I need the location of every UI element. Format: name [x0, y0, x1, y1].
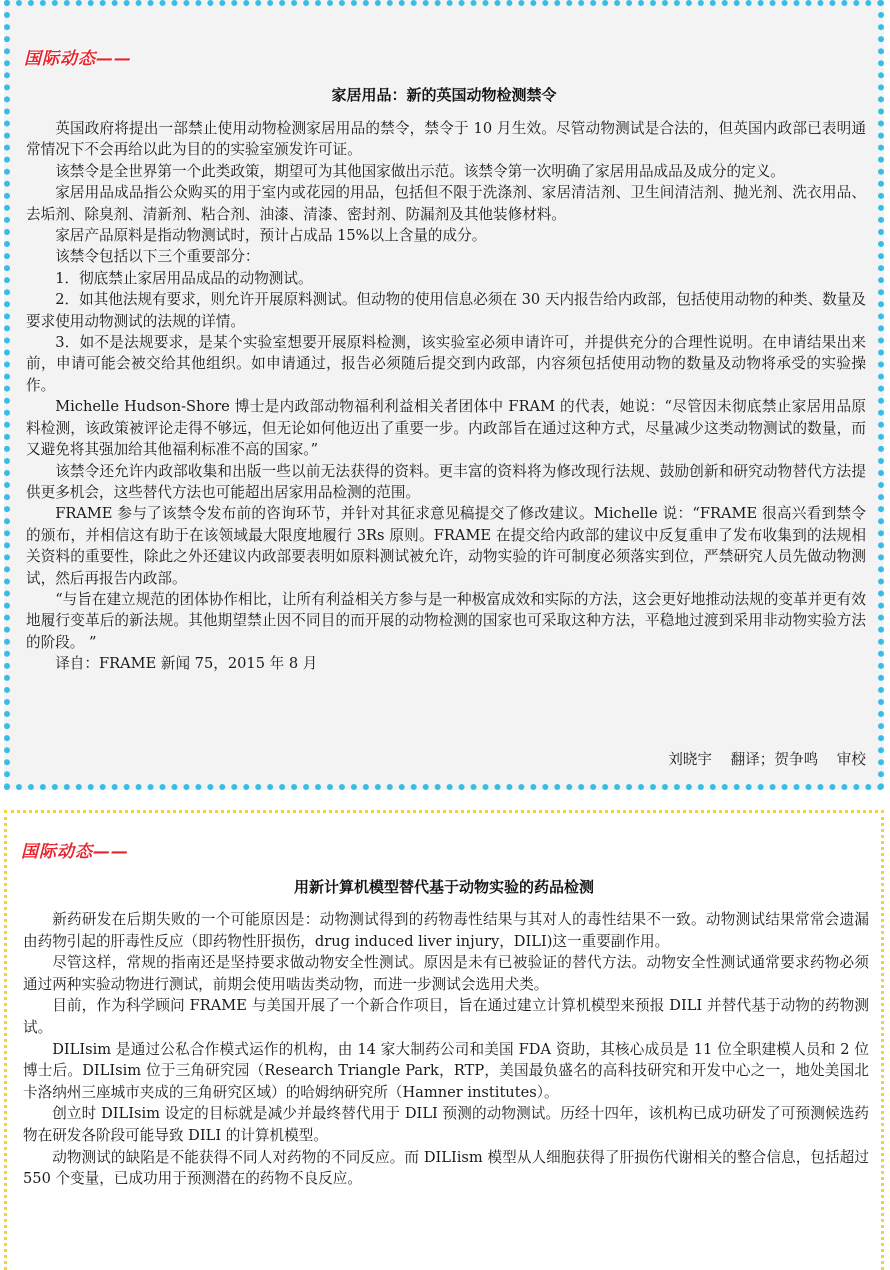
article-panel-dilisim: [4, 810, 884, 1270]
paragraph: 2．如其他法规有要求，则允许开展原料测试。但动物的使用信息必须在 30 天内报告给内政部，包括使用动物的种类、数量及要求使用动物测试的法规的详情。: [26, 291, 866, 330]
paragraph: 新药研发在后期失败的一个可能原因是：动物测试得到的药物毒性结果与其对人的毒性结果不一致。动物测试结果常常会遗漏由药物引起的肝毒性反应（即药物性肝损伤，drug induced liver injury，DILI)这一重要副作用。: [23, 911, 869, 950]
article-body: [23, 909, 869, 1190]
article-panel-uk-ban: [4, 0, 884, 790]
article-body: [26, 118, 866, 675]
paragraph: Michelle Hudson-Shore 博士是内政部动物福利利益相关者团体中 FRAM 的代表，她说：“尽管因未彻底禁止家居用品原料检测，该政策被评论走得不够远，但无论如何他迈出了重要一步。内政部旨在通过这种方式，尽量减少这类动物测试的数量，而又避免将其强加给其他福利标准不高的国家。”: [26, 398, 866, 459]
paragraph: 1．彻底禁止家居用品成品的动物测试。: [55, 269, 313, 287]
paragraph: 该禁令还允许内政部收集和出版一些以前无法获得的资料。更丰富的资料将为修改现行法规、鼓励创新和研究动物替代方法提供更多机会，这些替代方法也可能超出居家用品检测的范围。: [26, 462, 866, 501]
paragraph: 英国政府将提出一部禁止使用动物检测家居用品的禁令，禁令于 10 月生效。尽管动物测试是合法的，但英国内政部已表明通常情况下不会再给以此为目的的实验室颁发许可证。: [26, 120, 866, 159]
section-tag: 国际动态——: [24, 49, 132, 69]
paragraph: DILIsim 是通过公私合作模式运作的机构，由 14 家大制药公司和美国 FDA 资助，其核心成员是 11 位全职建模人员和 2 位博士后。DILIsim 位于三角研究园（Research Triangle Park，RTP，美国最负盛名的高科技研究和开发中心之一，地处美国北卡洛纳州三座城市夹成的三角研究区域）的哈姆纳研究所（Hamner institutes）。: [23, 1040, 869, 1101]
translator-credit: 刘晓宇 翻译；贺争鸣 审校: [668, 751, 866, 768]
paragraph: 创立时 DILIsim 设定的目标就是减少并最终替代用于 DILI 预测的动物测试。历经十四年，该机构已成功研发了可预测候选药物在研发各阶段可能导致 DILI 的计算机模型。: [23, 1105, 869, 1144]
paragraph: 家居用品成品指公众购买的用于室内或花园的用品，包括但不限于洗涤剂、家居清洁剂、卫生间清洁剂、抛光剂、洗衣用品、去垢剂、除臭剂、清新剂、粘合剂、油漆、清漆、密封剂、防漏剂及其他装修材料。: [26, 184, 866, 223]
paragraph: 该禁令是全世界第一个此类政策，期望可为其他国家做出示范。该禁令第一次明确了家居用品成品及成分的定义。: [55, 162, 785, 180]
paragraph: “与旨在建立规范的团体协作相比，让所有利益相关方参与是一种极富成效和实际的方法，这会更好地推动法规的变革并更有效地履行变革后的新法规。其他期望禁止因不同目的而开展的动物检测的国家也可采取这种方法，平稳地过渡到采用非动物实验方法的阶段。 ”: [26, 590, 866, 651]
source-note: 译自：FRAME 新闻 75，2015 年 8 月: [55, 655, 318, 673]
paragraph: 动物测试的缺陷是不能获得不同人对药物的不同反应。而 DILIism 模型从人细胞获得了肝损伤代谢相关的整合信息，包括超过 550 个变量，已成功用于预测潜在的药物不良反应。: [23, 1148, 869, 1188]
paragraph: 尽管这样，常规的指南还是坚持要求做动物安全性测试。原因是未有已被验证的替代方法。动物安全性测试通常要求药物必须通过两种实验动物进行测试，前期会使用啮齿类动物，而进一步测试会选用犬类。: [23, 954, 869, 993]
article-title: 家居用品：新的英国动物检测禁令: [331, 86, 557, 104]
paragraph: 3．如不是法规要求，是某个实验室想要开展原料检测，该实验室必须申请许可，并提供充分的合理性说明。在申请结果出来前，申请可能会被交给其他组织。如申请通过，报告必须随后提交到内政部，内容须包括使用动物的数量及动物将承受的实验操作。: [26, 334, 866, 394]
section-tag: 国际动态——: [21, 842, 129, 862]
paragraph: 目前，作为科学顾问 FRAME 与美国开展了一个新合作项目，旨在通过建立计算机模型来预报 DILI 并替代基于动物的药物测试。: [23, 997, 869, 1036]
article-title: 用新计算机模型替代基于动物实验的药品检测: [293, 878, 594, 896]
paragraph: 该禁令包括以下三个重要部分：: [55, 248, 260, 266]
paragraph: FRAME 参与了该禁令发布前的咨询环节，并针对其征求意见稿提交了修改建议。Michelle 说：“FRAME 很高兴看到禁令的颁布，并相信这有助于在该领域最大限度地履行 3Rs 原则。FRAME 在提交给内政部的建议中反复重申了发布收集到的法规相关资料的重要性，除此之外还建议内政部要表明如原料测试被允许，动物实验的许可制度必须落实到位，严禁研究人员先做动物测试，然后再报告内政部。: [26, 505, 866, 587]
paragraph: 家居产品原料是指动物测试时，预计占成品 15%以上含量的成分。: [55, 227, 487, 245]
